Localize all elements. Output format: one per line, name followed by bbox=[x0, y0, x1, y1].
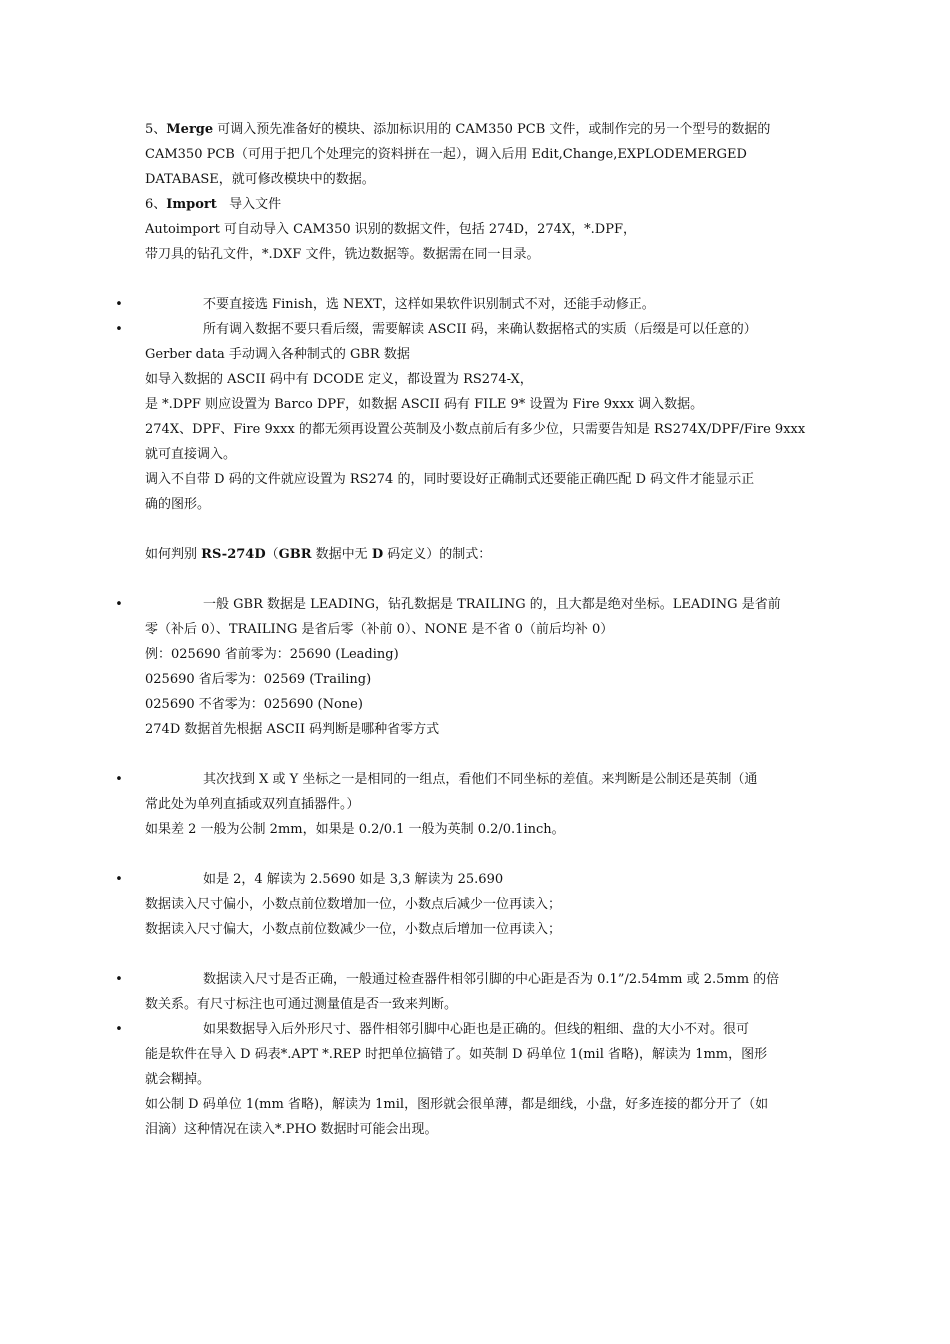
gerber-line-5: 就可直接调入。 bbox=[145, 447, 237, 462]
bullet-3-line-1: 一般 GBR 数据是 LEADING，钻孔数据是 TRAILING 的，且大都是绝对坐标。LEADING 是省前 bbox=[203, 597, 781, 612]
bullet-marker: • bbox=[115, 1022, 123, 1037]
bullet-marker: • bbox=[115, 972, 123, 987]
section-6-heading bbox=[145, 195, 810, 215]
bullet-5-line-2: 数据读入尺寸偏小，小数点前位数增加一位，小数点后减少一位再读入； bbox=[145, 897, 562, 912]
keyword-import: Import bbox=[166, 197, 217, 212]
judge-text: 如何判别 bbox=[145, 547, 202, 562]
bullet-marker: • bbox=[115, 872, 123, 887]
bullet-3-line-4: 025690 省后零为：02569 (Trailing) bbox=[145, 672, 372, 687]
judge-heading bbox=[145, 545, 810, 565]
bullet-marker: • bbox=[115, 297, 123, 312]
section-6-line-2: 带刀具的钻孔文件，*.DXF 文件，铣边数据等。数据需在同一目录。 bbox=[145, 247, 540, 262]
bullet-5-line-1: 如是 2，4 解读为 2.5690 如是 3,3 解读为 25.690 bbox=[203, 872, 504, 887]
section-5-line-2: CAM350 PCB（可用于把几个处理完的资料拼在一起），调入后用 Edit,Change,EXPLODEMERGED bbox=[145, 147, 747, 162]
section-title: 导入文件 bbox=[229, 197, 282, 212]
bullet-4-line-3: 如果差 2 一般为公制 2mm，如果是 0.2/0.1 一般为英制 0.2/0.1inch。 bbox=[145, 822, 565, 837]
bullet-6-line-2: 数关系。有尺寸标注也可通过测量值是否一致来判断。 bbox=[145, 997, 458, 1012]
bullet-4-line-2: 常此处为单列直插或双列直插器件。） bbox=[145, 797, 360, 812]
bullet-1-text: 不要直接选 Finish，选 NEXT，这样如果软件识别制式不对，还能手动修正。 bbox=[203, 297, 655, 312]
keyword-d: D bbox=[371, 547, 384, 562]
bullet-marker: • bbox=[115, 322, 123, 337]
bullet-3-line-6: 274D 数据首先根据 ASCII 码判断是哪种省零方式 bbox=[145, 722, 440, 737]
bullet-3-line-5: 025690 不省零为：025690 (None) bbox=[145, 697, 363, 712]
judge-text: 数据中无 bbox=[311, 547, 372, 562]
bullet-5-line-3: 数据读入尺寸偏大，小数点前位数减少一位，小数点后增加一位再读入； bbox=[145, 922, 562, 937]
gerber-line-7: 确的图形。 bbox=[145, 497, 211, 512]
bullet-4-line-1: 其次找到 X 或 Y 坐标之一是相同的一组点，看他们不同坐标的差值。来判断是公制还是英制（通 bbox=[203, 772, 758, 787]
keyword-merge: Merge bbox=[166, 122, 214, 137]
gerber-line-3: 是 *.DPF 则应设置为 Barco DPF，如数据 ASCII 码有 FILE 9* 设置为 Fire 9xxx 调入数据。 bbox=[145, 397, 704, 412]
section-number: 5、 bbox=[145, 122, 167, 137]
judge-text: 码定义）的制式： bbox=[383, 547, 492, 562]
gerber-line-2: 如导入数据的 ASCII 码中有 DCODE 定义，都设置为 RS274-X， bbox=[145, 372, 533, 387]
section-5-line-3: DATABASE，就可修改模块中的数据。 bbox=[145, 172, 375, 187]
bullet-7-line-2: 能是软件在导入 D 码表*.APT *.REP 时把单位搞错了。如英制 D 码单位 1(mil 省略)，解读为 1mm，图形 bbox=[145, 1047, 768, 1062]
bullet-marker: • bbox=[115, 597, 123, 612]
keyword-rs274d: RS-274D bbox=[201, 547, 266, 562]
bullet-3-line-2: 零（补后 0）、TRAILING 是省后零（补前 0）、NONE 是不省 0（前后均补 0） bbox=[145, 622, 614, 637]
bullet-2-text: 所有调入数据不要只看后缀，需要解读 ASCII 码，来确认数据格式的实质（后缀是可以任意的） bbox=[203, 322, 757, 337]
gerber-line-6: 调入不自带 D 码的文件就应设置为 RS274 的，同时要设好正确制式还要能正确匹配 D 码文件才能显示正 bbox=[145, 472, 755, 487]
gerber-line-4: 274X、DPF、Fire 9xxx 的都无须再设置公英制及小数点前后有多少位，只需要告知是 RS274X/DPF/Fire 9xxx bbox=[145, 422, 806, 437]
section-5-line-1 bbox=[145, 120, 810, 140]
keyword-gbr: GBR bbox=[278, 547, 312, 562]
bullet-7-line-1: 如果数据导入后外形尺寸、器件相邻引脚中心距也是正确的。但线的粗细、盘的大小不对。很可 bbox=[203, 1022, 750, 1037]
bullet-7-line-3: 就会糊掉。 bbox=[145, 1072, 211, 1087]
section-6-line-1: Autoimport 可自动导入 CAM350 识别的数据文件，包括 274D，274X，*.DPF， bbox=[145, 222, 636, 237]
bullet-7-line-4: 如公制 D 码单位 1(mm 省略)，解读为 1mil，图形就会很单薄，都是细线，小盘，好多连接的都分开了（如 bbox=[145, 1097, 769, 1112]
bullet-marker: • bbox=[115, 772, 123, 787]
bullet-6-line-1: 数据读入尺寸是否正确，一般通过检查器件相邻引脚的中心距是否为 0.1”/2.54mm 或 2.5mm 的倍 bbox=[203, 972, 780, 987]
section-text: 可调入预先准备好的模块、添加标识用的 CAM350 PCB 文件，或制作完的另一个型号的数据的 bbox=[217, 122, 771, 137]
bullet-7-line-5: 泪滴）这种情况在读入*.PHO 数据时可能会出现。 bbox=[145, 1122, 438, 1137]
section-number: 6、 bbox=[145, 197, 167, 212]
gerber-line-1: Gerber data 手动调入各种制式的 GBR 数据 bbox=[145, 347, 410, 362]
judge-text: （ bbox=[265, 547, 279, 562]
bullet-3-line-3: 例：025690 省前零为：25690 (Leading) bbox=[145, 647, 399, 662]
